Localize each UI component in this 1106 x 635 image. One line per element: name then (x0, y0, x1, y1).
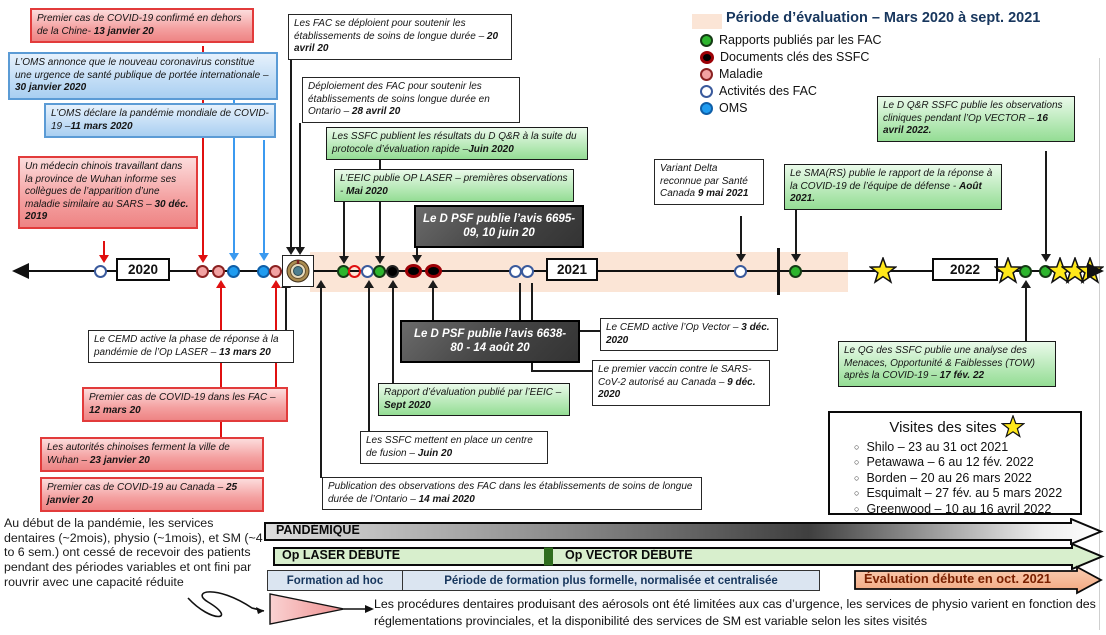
legend-label: Documents clés des SSFC (720, 50, 870, 64)
event-premier-cas-hors-chine (30, 8, 254, 43)
event-date: 6695-09, 10 juin 20 (463, 213, 576, 240)
event-premier-cas-canada (40, 477, 264, 512)
dot-document-ssfc (425, 264, 442, 278)
event-date: 30 janvier 2020 (15, 82, 87, 93)
event-medecin-wuhan (18, 156, 198, 229)
event-text: Le D Q&R SSFC publie les observations cliniques pendant l’Op VECTOR – (883, 100, 1063, 124)
services-note: Au début de la pandémie, les services dentaires (~2mois), physio (~1mois), et SM (~4 to 6 sem.) ont cessé de recevoir des patients pendant des périodes variables et ont fini par rouvrir avec une capacité réduite (4, 516, 263, 589)
event-ssfc-centre-fusion (360, 431, 548, 464)
event-oms-urgence (8, 52, 278, 100)
site-visits-title-row (838, 415, 1076, 439)
event-date: 13 janvier 20 (93, 25, 154, 37)
dot-cercle-rouge (348, 265, 361, 278)
pandemic-bar (263, 518, 1105, 545)
blue-dot-icon (700, 102, 713, 115)
dot-activites-fac (509, 265, 522, 278)
formation-adhoc-label: Formation ad hoc (286, 574, 384, 587)
arrowhead-icon (375, 256, 385, 264)
event-date: 25 janvier 20 (47, 482, 238, 506)
dot-rapport-fac (373, 265, 386, 278)
timeline-left-arrow-icon (12, 263, 29, 279)
dot-maladie (269, 265, 282, 278)
event-text: Les SSFC publient les résultats du D Q&R à la suite du protocole d’évaluation rapide – (332, 131, 577, 155)
connector-line (368, 287, 370, 432)
event-text: Les FAC se déploient pour soutenir les établissements de soins de longue durée – (294, 18, 487, 42)
dot-activites-fac (734, 265, 747, 278)
event-fermeture-wuhan (40, 437, 264, 472)
connector-line (285, 287, 287, 331)
event-date: 11 mars 2020 (70, 120, 133, 132)
event-fac-soins-longue-duree (288, 14, 512, 60)
arrowhead-icon (271, 280, 281, 288)
legend-label: Activités des FAC (719, 84, 817, 98)
arrowhead-icon (295, 247, 305, 255)
legend-item-documents (700, 50, 869, 64)
event-oms-pandemie (44, 103, 276, 138)
site-visits-title: Visites des sites (889, 418, 997, 436)
event-text: Premier cas de COVID-19 dans les FAC – (89, 392, 276, 403)
site-visit-item: ○ Esquimalt – 27 fév. au 5 mars 2022 (854, 486, 1076, 501)
legend-item-rapports (700, 33, 882, 47)
event-date: 6638-80 - 14 août 20 (450, 328, 567, 355)
event-date: 12 mars 20 (89, 404, 141, 416)
event-date: Juin 20 (417, 447, 453, 459)
star-marker-icon (869, 257, 897, 290)
event-premier-cas-fac (82, 387, 288, 422)
event-text: Variant Delta reconnue par Santé Canada (660, 163, 748, 199)
arrowhead-icon (364, 280, 374, 288)
legend-label: Maladie (719, 67, 763, 81)
star-icon (1001, 415, 1025, 439)
event-date: 17 fév. 22 (939, 370, 985, 381)
connector-line (290, 60, 292, 248)
op-vector-label: Op VECTOR DÉBUTE (565, 548, 693, 562)
year-2022-box: 2022 (932, 258, 998, 281)
dot-activites-fac (94, 265, 107, 278)
event-text: Le CEMD active l’Op Vector – (606, 322, 742, 333)
arrowhead-icon (736, 254, 746, 262)
event-text: Déploiement des FAC pour soutenir les établissements de soins longue durée en Ontario – (308, 81, 490, 117)
event-date: Août 2021. (790, 180, 982, 204)
site-visits-list (838, 440, 1076, 517)
event-text: Le SMA(RS) publie le rapport de la réponse à la COVID-19 de l’équipe de défense - (790, 168, 993, 192)
connector-line (320, 287, 322, 478)
arrowhead-icon (388, 280, 398, 288)
event-date: 9 mai 2021 (697, 188, 749, 199)
connector-line (103, 241, 105, 256)
event-text: Premier cas de COVID-19 au Canada – (47, 482, 226, 493)
star-marker-icon (994, 257, 1022, 290)
evaluation-period-swatch (692, 14, 722, 29)
event-dpsf-avis-6638 (400, 320, 580, 363)
site-visit-item: ○ Petawawa – 6 au 12 fév. 2022 (854, 455, 1076, 470)
event-text: Le D PSF publie l’avis (422, 213, 546, 225)
legend-item-activites (700, 84, 817, 98)
event-rapport-evaluation-eeic (378, 383, 570, 416)
site-visit-item: ○ Borden – 20 au 26 mars 2022 (854, 471, 1076, 486)
connector-line (343, 199, 345, 257)
event-dqr-ssfc-op-vector (877, 96, 1075, 142)
event-text: L’EEIC publie OP LASER – premières observations - (340, 173, 568, 197)
event-text: Le CEMD active la phase de réponse à la pandémie de l’Op LASER – (94, 334, 279, 358)
event-date: 13 mars 20 (219, 346, 271, 358)
event-date: 20 avril 20 (294, 30, 499, 54)
green-dot-icon (700, 34, 713, 47)
event-text: Les autorités chinoises ferment la ville de Wuhan – (47, 442, 230, 466)
connector-line (299, 123, 301, 248)
op-laser-label: Op LASER DÉBUTE (282, 548, 401, 562)
event-smars-rapport (784, 164, 1002, 210)
event-text: Publication des observations des FAC dans les établissements de soins de longue durée de l’Ontario – (328, 481, 693, 505)
event-date: 30 déc. 2019 (25, 198, 189, 222)
event-cemd-op-vector (600, 318, 778, 351)
event-ssfc-dqr-resultats (326, 127, 588, 160)
arrowhead-icon (316, 280, 326, 288)
arrowhead-icon (791, 254, 801, 262)
dot-noir (386, 265, 399, 278)
event-qg-ssfc-tow (838, 341, 1056, 387)
dental-procedures-note: Les procédures dentaires produisant des aérosols ont été limitées aux cas d’urgence, les services de physio varient en fonction des réglementations provinciales, et la disponibilité des services de SM est variable selon les sites visités (374, 597, 1096, 629)
connector-line (432, 287, 434, 321)
legend-label: OMS (719, 101, 748, 115)
site-visit-item: ○ Greenwood – 10 au 16 avril 2022 (854, 502, 1076, 517)
event-fac-ontario (302, 77, 520, 123)
event-text: L’OMS déclare la pandémie mondiale de COVID-19 – (51, 108, 269, 132)
dot-oms (257, 265, 270, 278)
connector-line (531, 370, 594, 372)
arrowhead-icon (259, 253, 269, 261)
arrowhead-icon (1021, 280, 1031, 288)
event-date: 9 déc. 2020 (598, 376, 756, 400)
dot-maladie (196, 265, 209, 278)
connector-line (740, 216, 742, 255)
legend-title: Période d’évaluation – Mars 2020 à sept. 2021 (726, 10, 1041, 26)
event-text: Un médecin chinois travaillant dans la province de Wuhan informe ses collègues de l’apparition d’une maladie similaire au SARS – (25, 161, 183, 210)
event-text: Le QG des SSFC publie une analyse des Menaces, Opportunité & Faiblesses (TOW) après la COVID-19 – (844, 345, 1035, 381)
event-text: Les SSFC mettent en place un centre de fusion – (366, 435, 533, 459)
formation-formelle-label: Période de formation plus formelle, normalisée et centralisée (444, 574, 778, 587)
pandemic-bar-label: PANDÉMIQUE (276, 523, 360, 537)
connector-line (263, 140, 265, 254)
event-eeic-op-laser (334, 169, 574, 202)
legend-label: Rapports publiés par les FAC (719, 33, 882, 47)
connector-line (1025, 287, 1027, 342)
arrowhead-icon (339, 256, 349, 264)
event-date: Juin 2020 (468, 143, 514, 155)
year-2021-box: 2021 (546, 258, 598, 281)
white-dot-icon (700, 85, 713, 98)
event-text: Le D PSF publie l’avis (413, 328, 537, 340)
event-text: Rapport d’évaluation publié par l’EEIC – (384, 387, 562, 398)
event-variant-delta (654, 159, 764, 205)
arrowhead-icon (198, 255, 208, 263)
dot-activites-fac (361, 265, 374, 278)
dot-maladie (212, 265, 225, 278)
legend-item-oms (700, 101, 747, 115)
event-date: 14 mai 2020 (418, 493, 475, 505)
event-date: 3 déc. 2020 (606, 322, 770, 346)
connector-line (392, 287, 394, 384)
event-date: Mai 2020 (346, 185, 388, 197)
arrowhead-icon (428, 280, 438, 288)
event-date: 16 avril 2022. (883, 112, 1048, 136)
arrowhead-icon (216, 280, 226, 288)
site-visits-box (828, 411, 1082, 515)
event-publication-observations-ontario (322, 477, 702, 510)
dot-document-ssfc (405, 264, 422, 278)
year-2020-box: 2020 (116, 258, 170, 281)
event-date: Sept 2020 (384, 399, 431, 411)
connector-line (1045, 151, 1047, 255)
event-premier-vaccin (592, 360, 770, 406)
evaluation-label: Évaluation débute en oct. 2021 (864, 571, 1052, 586)
timeline-right-arrow-icon (1087, 263, 1104, 279)
black-red-dot-icon (700, 51, 714, 64)
dot-activites-fac (521, 265, 534, 278)
dot-rapport-fac (789, 265, 802, 278)
event-dpsf-avis-6695 (414, 205, 584, 248)
arrowhead-icon (99, 255, 109, 263)
pink-dot-icon (700, 68, 713, 81)
dot-oms (227, 265, 240, 278)
event-text: Le premier vaccin contre le SARS-CoV-2 autorisé au Canada – (598, 364, 752, 388)
timeline-tick (777, 248, 780, 295)
arrowhead-icon (229, 253, 239, 261)
connector-line (795, 209, 797, 255)
legend-item-maladie (700, 67, 763, 81)
arrowhead-icon (412, 255, 422, 263)
formation-formelle-cell (403, 571, 819, 590)
event-text: Premier cas de COVID-19 confirmé en dehors de la Chine- (37, 13, 242, 37)
site-visit-item: ○ Shilo – 23 au 31 oct 2021 (854, 440, 1076, 455)
event-text: L’OMS annonce que le nouveau coronavirus constitue une urgence de santé publique de portée internationale – (15, 57, 269, 81)
military-crest-icon (282, 255, 314, 287)
event-date: 23 janvier 20 (89, 454, 150, 466)
event-cemd-op-laser (88, 330, 294, 363)
event-date: 28 avril 20 (351, 106, 401, 117)
